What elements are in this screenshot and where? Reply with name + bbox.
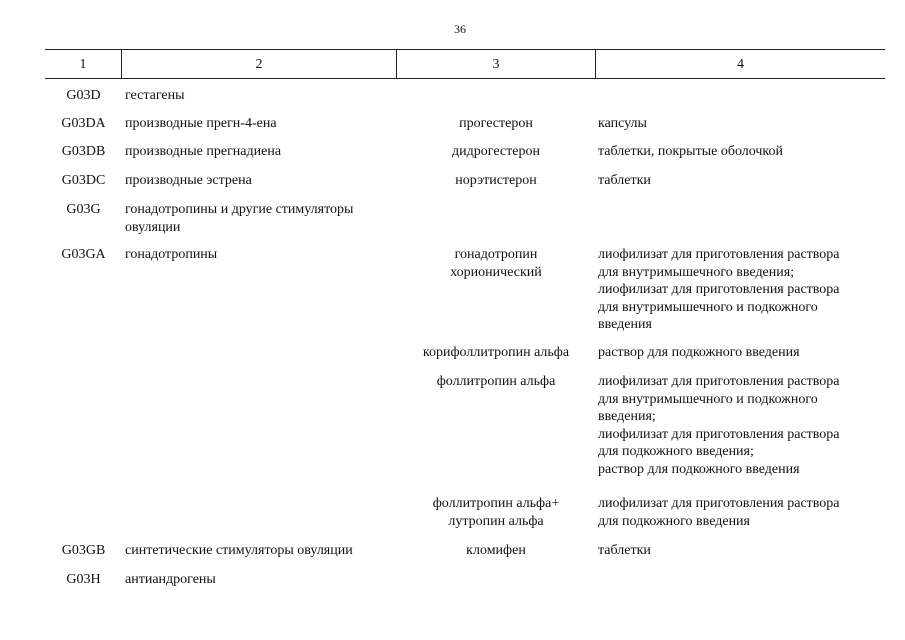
atc-group-name: производные эстрена xyxy=(125,173,252,188)
atc-group-name: антиандрогены xyxy=(125,572,216,587)
atc-code: G03DA xyxy=(61,116,106,131)
atc-group-name: производные прегнадиена xyxy=(125,144,282,159)
dosage-forms: лиофилизат для приготовления раствора для внутримышечного и подкожного введения; лиофилизат для приготовления раствора для подкожного введения; раствор для подкожного введения xyxy=(598,374,840,477)
dosage-forms: раствор для подкожного введения xyxy=(598,345,800,360)
atc-code: G03GA xyxy=(61,247,106,262)
header-col-4: 4 xyxy=(737,57,744,72)
atc-code: G03D xyxy=(66,88,101,103)
atc-code: G03GB xyxy=(61,543,106,558)
dosage-forms: лиофилизат для приготовления раствора для подкожного введения xyxy=(598,496,840,529)
substance-name: корифоллитропин альфа xyxy=(422,345,570,360)
header-col-2: 2 xyxy=(255,57,263,72)
table-header xyxy=(45,49,885,79)
dosage-forms: таблетки xyxy=(598,543,651,558)
atc-code: G03G xyxy=(66,202,101,217)
atc-code: G03DC xyxy=(61,173,106,188)
atc-group-name: гонадотропины xyxy=(125,247,218,262)
atc-code: G03DB xyxy=(61,144,106,159)
dosage-forms: таблетки, покрытые оболочкой xyxy=(598,144,784,159)
dosage-forms: таблетки xyxy=(598,173,651,188)
dosage-forms: лиофилизат для приготовления раствора для внутримышечного введения; лиофилизат для приготовления раствора для внутримышечного и подкожного введения xyxy=(598,247,840,332)
dosage-forms: капсулы xyxy=(598,116,647,131)
atc-group-name: гестагены xyxy=(125,88,185,103)
substance-name: гонадотропин хорионический xyxy=(450,247,542,280)
substance-name: кломифен xyxy=(466,543,526,558)
header-col-3: 3 xyxy=(492,57,500,72)
atc-group-name: гонадотропины и другие стимуляторы овуляции xyxy=(125,202,354,235)
atc-group-name: синтетические стимуляторы овуляции xyxy=(125,543,353,558)
header-col-1: 1 xyxy=(79,57,87,72)
substance-name: норэтистерон xyxy=(455,173,537,188)
substance-name: прогестерон xyxy=(459,116,533,131)
page-number: 36 xyxy=(454,22,466,36)
substance-name: фоллитропин альфа xyxy=(436,374,556,389)
substance-name: фоллитропин альфа+ лутропин альфа xyxy=(432,496,560,529)
substance-name: дидрогестерон xyxy=(452,144,540,159)
atc-code: G03H xyxy=(66,572,101,587)
atc-group-name: производные прегн-4-ена xyxy=(125,116,277,131)
